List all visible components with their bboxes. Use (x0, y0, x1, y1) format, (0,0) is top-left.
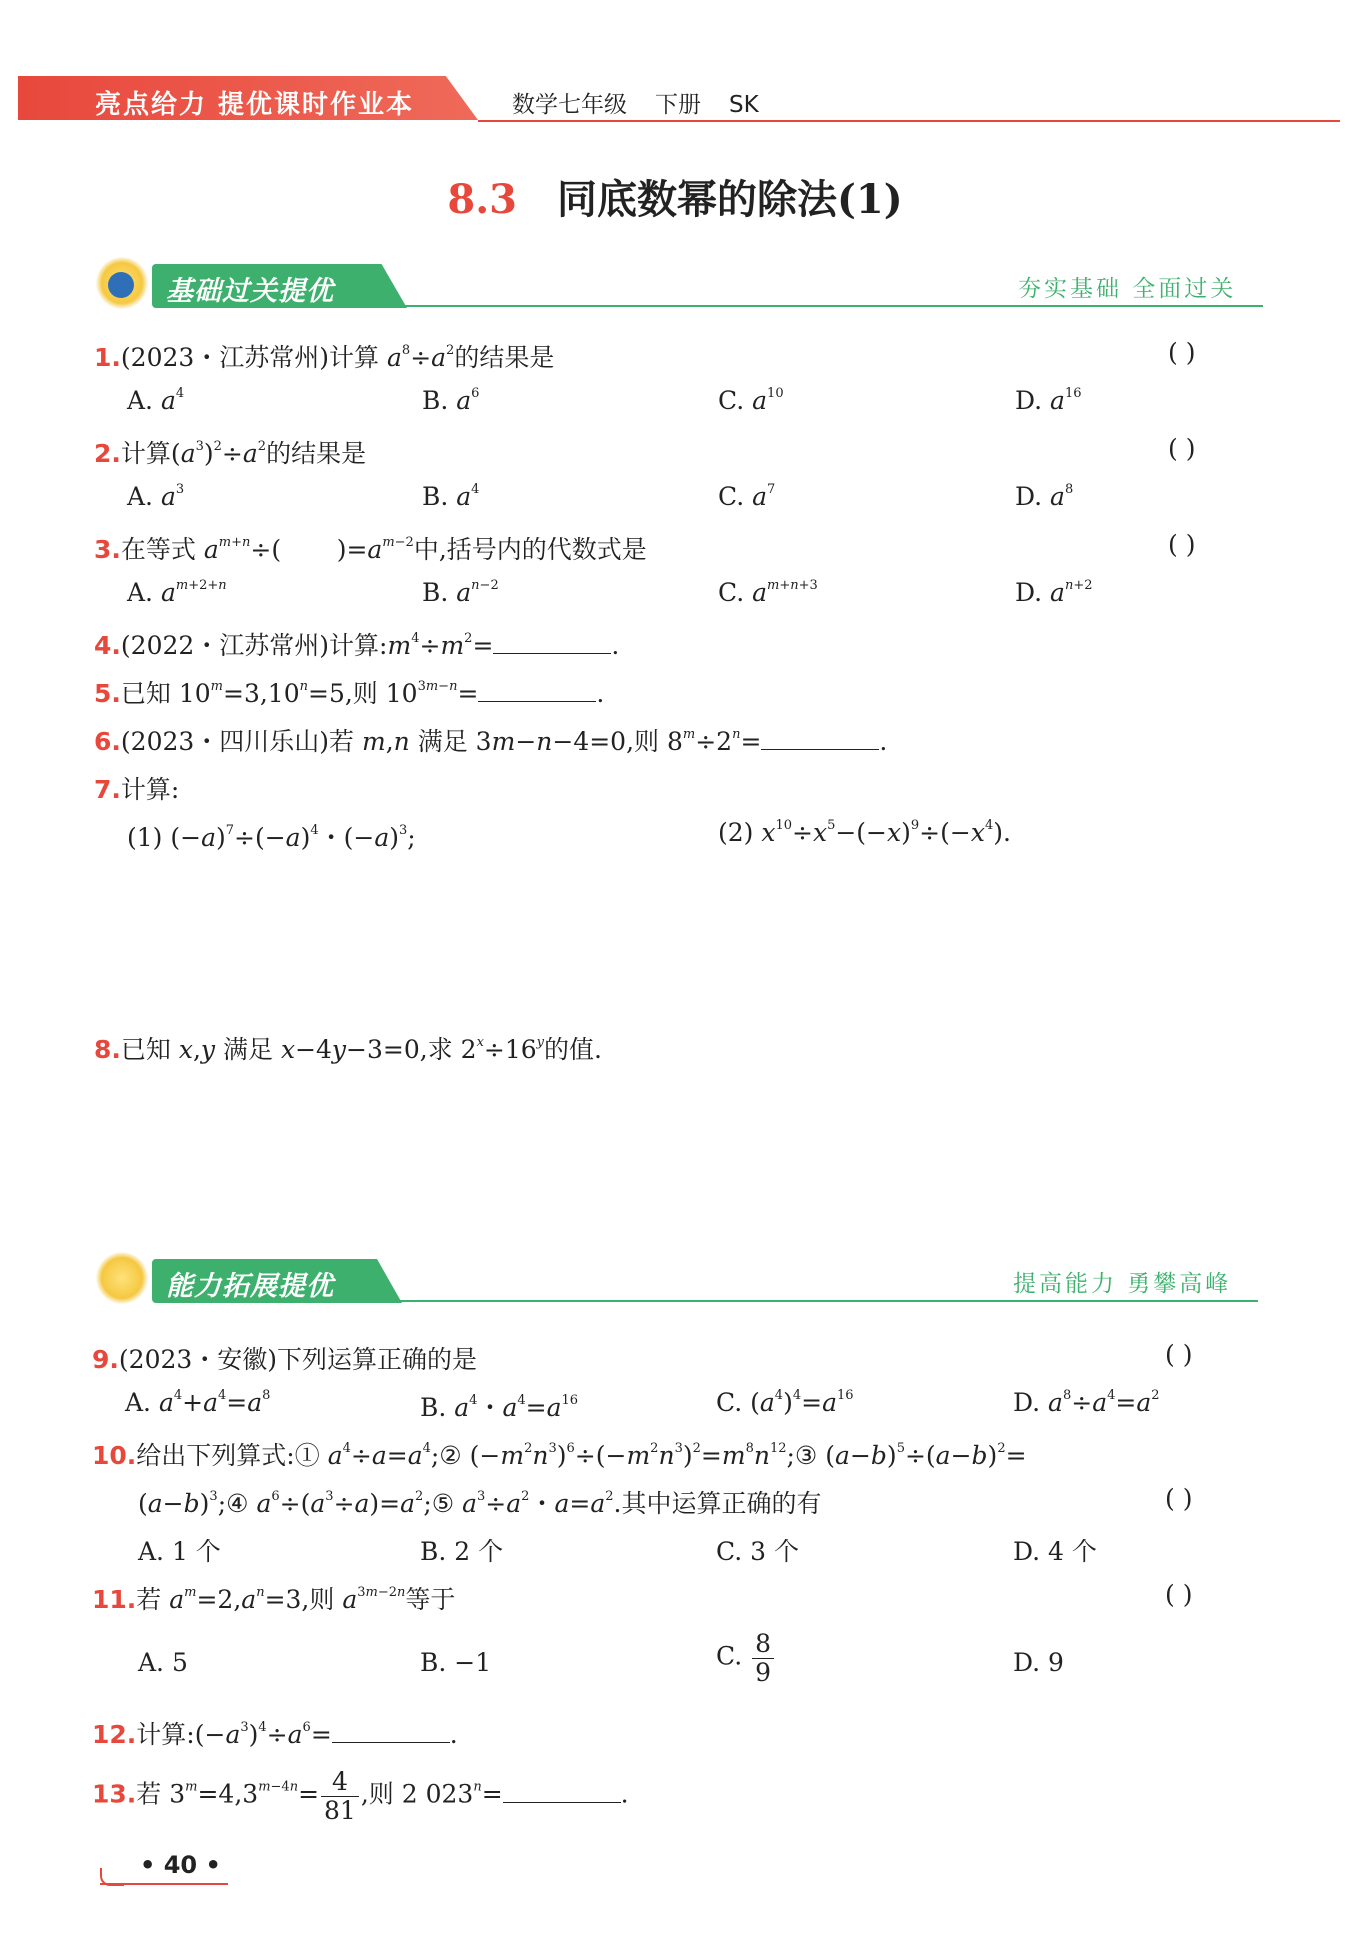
option-b[interactable]: B. $a^4$・$a^4=a^{16}$ (420, 1393, 579, 1422)
option-b[interactable]: B. $a^6$ (422, 386, 480, 415)
question-8: 8.已知 x,y 满足 x−4y−3=0,求 $2^x\div 16^y$的值. (94, 1035, 602, 1064)
header-band-text: 亮点给力 提优课时作业本 (95, 90, 415, 120)
fraction-numerator: 4 (321, 1768, 359, 1797)
section-title: 同底数幂的除法(1) (556, 176, 903, 223)
option-c[interactable]: C. $a^7$ (718, 482, 776, 511)
fraction (321, 1768, 359, 1824)
question-stem: 计算: (329, 631, 388, 660)
question-source: (2023・四川乐山) (120, 727, 330, 756)
page-number: • 40 • (140, 1851, 221, 1879)
question-source: (2023・江苏常州) (120, 343, 330, 372)
question-7 (94, 770, 179, 806)
header-volume: 下册 (655, 92, 701, 118)
question-2: 2.计算$(a^3)^2\div a^2$的结果是 (94, 439, 367, 468)
question-number: 9. (92, 1345, 119, 1374)
question-number: 12. (92, 1720, 137, 1749)
option-a[interactable]: A. 1 个 (138, 1537, 221, 1566)
question-number: 13. (92, 1779, 137, 1809)
option-d[interactable]: D. 4 个 (1013, 1537, 1097, 1566)
question-stem: 若 (329, 727, 362, 756)
question-10: 10.给出下列算式:① $a^4\div a=a^4;②$ $(-m^2n^3)^6\div(-m^2n^3)^2=m^8n^{12};③$ $(a-b)^5\div(a-b)^2=$ (92, 1441, 1027, 1470)
answer-paren[interactable]: ( ) (1165, 1340, 1193, 1369)
header-edition: SK (729, 92, 759, 118)
option-c[interactable]: C. $(a^4)^4=a^{16}$ (716, 1388, 854, 1417)
question-stem: 已知 (120, 1035, 179, 1064)
question-number: 4. (94, 631, 121, 660)
part-label: (2) (718, 818, 762, 847)
question-stem-end: 中,括号内的代数式是 (413, 535, 647, 564)
option-c[interactable]: C. $a^{m+n+3}$ (718, 578, 818, 607)
question-number: 3. (94, 535, 121, 564)
question-13: 13.若 $3^m=4,3^{m-4n}=$ $\frac{4}{81}$ ,则 2 $023^n=$ . (92, 1767, 629, 1825)
option-a[interactable]: A. $a^4+a^4=a^8$ (125, 1388, 271, 1417)
fraction-denominator: 81 (324, 1795, 356, 1825)
option-a[interactable]: A. $a^4$ (127, 386, 185, 415)
question-4: 4.(2022・江苏常州)计算$:m^4\div m^2=$ . (94, 626, 619, 662)
question-stem: 在等式 (120, 535, 204, 564)
section1-title: 基础过关提优 (166, 276, 334, 307)
question-source: (2023・安徽) (118, 1345, 278, 1374)
answer-blank[interactable] (761, 723, 879, 750)
question-1: 1.(2023・江苏常州)计算 $a^8\div a^2$的结果是 (94, 343, 555, 372)
answer-blank[interactable] (503, 1776, 621, 1803)
question-6: 6.(2023・四川乐山)若 m,n 满足 3m−n−4=0,则 $8^m\div 2^n=$ . (94, 722, 887, 758)
header-info (512, 86, 787, 119)
section1-slogan: 夯实基础 全面过关 (1018, 276, 1237, 302)
question-stem: 计算 (120, 439, 171, 468)
question-number: 5. (94, 679, 121, 708)
option-b[interactable]: B. −1 (420, 1648, 492, 1677)
answer-paren[interactable]: ( ) (1165, 1580, 1193, 1609)
section-number: 8.3 (447, 176, 517, 223)
question-stem-end: ,则 2 023 (360, 1779, 474, 1809)
question-stem: 计算: (136, 1720, 195, 1749)
question-stem-end: 的结果是 (266, 439, 367, 468)
question-number: 8. (94, 1035, 121, 1064)
question-5: 5.已知 $10^m=3,10^n=5$,则 $10^{3m-n}=$ . (94, 674, 604, 710)
option-d[interactable]: D. 9 (1013, 1648, 1064, 1677)
section2-rule (390, 1300, 1258, 1302)
answer-paren[interactable]: ( ) (1168, 530, 1196, 559)
question-stem-end: 的值. (544, 1035, 602, 1064)
answer-paren[interactable]: ( ) (1168, 338, 1196, 367)
question-number: 11. (92, 1585, 137, 1614)
answer-paren[interactable]: ( ) (1165, 1484, 1193, 1513)
option-d[interactable]: D. $a^{n+2}$ (1015, 578, 1093, 607)
question-stem: 给出下列算式: (136, 1441, 295, 1470)
option-c-label: C. (716, 1641, 751, 1671)
question-9 (92, 1340, 477, 1376)
option-d[interactable]: D. $a^{16}$ (1015, 386, 1082, 415)
part-label: (1) (127, 823, 171, 852)
option-a[interactable]: A. 5 (138, 1648, 188, 1677)
option-c[interactable]: C. 3 个 (716, 1537, 799, 1566)
question-3: 3.在等式 $a^{m+n}\div$( )$=a^{m-2}$中,括号内的代数式是 (94, 535, 647, 564)
house-icon (108, 272, 134, 298)
answer-paren[interactable]: ( ) (1168, 434, 1196, 463)
option-a[interactable]: A. $a^3$ (127, 482, 185, 511)
question-stem: 若 (136, 1779, 170, 1809)
fraction-denominator: 9 (755, 1657, 772, 1687)
question-stem: 计算: (120, 775, 180, 804)
question-source: (2022・江苏常州) (120, 631, 330, 660)
fraction-numerator: 8 (752, 1630, 774, 1659)
question-stem-end: 等于 (405, 1585, 456, 1614)
page-number-rule (100, 1883, 228, 1885)
header-subject: 数学七年级 (512, 92, 627, 118)
page-title (0, 168, 1350, 225)
option-d[interactable]: D. $a^8\div a^4=a^2$ (1013, 1388, 1160, 1417)
option-c[interactable] (716, 1630, 776, 1686)
answer-blank[interactable] (493, 627, 611, 654)
question-stem-end: 的结果是 (454, 343, 555, 372)
question-stem: 计算 (329, 343, 387, 372)
question-7-part-2: (2) $x^{10}\div x^5-(-x)^9\div(-x^4)$. (718, 818, 1011, 847)
answer-blank[interactable] (478, 675, 596, 702)
header-rule (478, 120, 1340, 122)
answer-blank[interactable] (332, 1716, 450, 1743)
sun-icon (96, 1252, 148, 1304)
option-c[interactable]: C. $a^{10}$ (718, 386, 784, 415)
question-number: 7. (94, 775, 121, 804)
section2-slogan: 提高能力 勇攀高峰 (1013, 1271, 1232, 1297)
question-10-line-2: $(a-b)^3;④$ $a^6\div(a^3\div a)=a^2;⑤$ $a^3\div a^2$・$a=a^2$.其中运算正确的有 (138, 1489, 822, 1518)
option-a[interactable]: A. $a^{m+2+n}$ (127, 578, 227, 607)
question-number: 1. (94, 343, 121, 372)
section1-rule (395, 305, 1263, 307)
question-12: 12.计算$:(-a^3)^4\div a^6=$ . (92, 1715, 458, 1751)
option-b[interactable]: B. $a^4$ (422, 482, 480, 511)
question-7-part-1: (1) $(-a)^7\div(-a)^4$・$(-a)^3$; (127, 823, 416, 852)
question-number: 2. (94, 439, 121, 468)
fraction (752, 1630, 774, 1686)
option-d[interactable]: D. $a^8$ (1015, 482, 1074, 511)
question-stem: 若 (136, 1585, 170, 1614)
question-stem: 已知 (120, 679, 179, 708)
question-stem-end: .其中运算正确的有 (613, 1489, 822, 1518)
section2-title: 能力拓展提优 (166, 1271, 334, 1302)
question-number: 10. (92, 1441, 137, 1470)
question-number: 6. (94, 727, 121, 756)
question-stem: 下列运算正确的是 (277, 1345, 478, 1374)
option-b[interactable]: B. 2 个 (420, 1537, 504, 1566)
question-11: 11.若 $a^m=2,a^n=3$,则 $a^{3m-2n}$等于 (92, 1585, 456, 1614)
option-b[interactable]: B. $a^{n-2}$ (422, 578, 499, 607)
